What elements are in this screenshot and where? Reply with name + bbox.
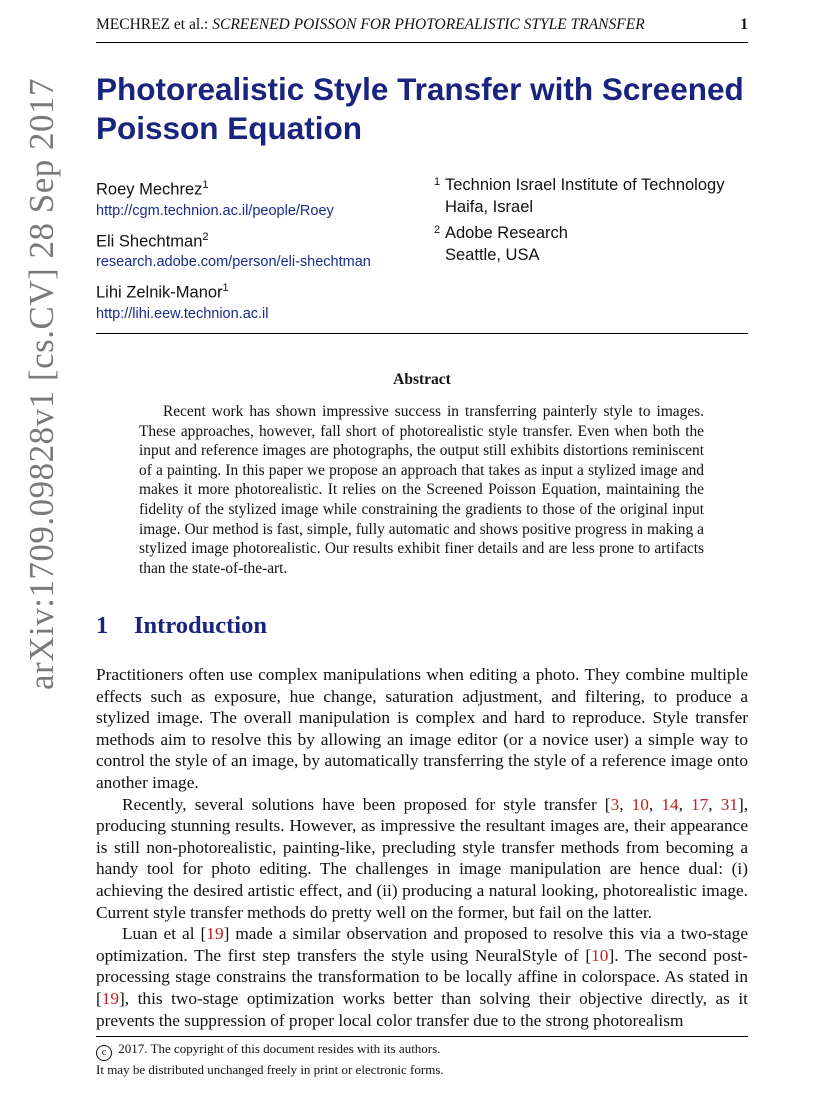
affiliation: 2 Adobe Research Seattle, USA — [434, 224, 568, 264]
running-header-authors: MECHREZ et al.: — [96, 16, 209, 33]
header-rule — [96, 42, 748, 43]
title-rule — [96, 333, 748, 334]
citation-link[interactable]: 3 — [610, 794, 620, 814]
intro-body — [96, 664, 748, 1031]
author-name: Lihi Zelnik-Manor$^1$ — [96, 282, 229, 302]
citation-link[interactable]: 19 — [206, 924, 224, 944]
citation-link[interactable]: 10 — [631, 794, 649, 814]
section-number: 1 — [96, 612, 109, 639]
author-name: Eli Shechtman$^2$ — [96, 230, 209, 250]
citation-link[interactable]: 19 — [101, 988, 120, 1008]
running-header — [96, 16, 748, 34]
citation-link[interactable]: 31 — [720, 794, 738, 814]
page-number: 1 — [740, 16, 748, 33]
author-url-link[interactable]: research.adobe.com/person/eli-shechtman — [96, 254, 371, 270]
section-title: Introduction — [134, 612, 267, 639]
running-header-text — [96, 16, 645, 34]
citation-link[interactable]: 14 — [661, 794, 679, 814]
footnote-rule — [96, 1036, 748, 1037]
paragraph: Practitioners often use complex manipulations when editing a photo. They combine multiple effects such as exposure, hue change, saturation adjustment, and filtering, to produce a stylized image. The overall manipulation is complex and hard to reproduce. Style transfer methods aim to resolve this by allowing an image editor (or a novice user) a simple way to control the style of an image, by automatically transferring the style of a reference image onto another image. — [96, 665, 748, 792]
abstract-heading: Abstract — [393, 371, 451, 388]
paper-title: Photorealistic Style Transfer with Screened Poisson Equation — [96, 71, 744, 146]
author-name: Roey Mechrez$^1$ — [96, 179, 209, 199]
author-url-link[interactable]: http://lihi.eew.technion.ac.il — [96, 305, 269, 322]
arxiv-stamp: arXiv:1709.09828v1 [cs.CV] 28 Sep 2017 — [22, 77, 61, 690]
paragraph: Recently, several solutions have been proposed for style transfer [3, 10, 14, 17, 31], producing stunning results. However, as impressive the resultant images are, their appearance is still non-photorealistic, painting-like, precluding style transfer methods from becoming a handy tool for photo editing. The challenges in image manipulation are hence dual: (i) achieving the desired artistic effect, and (ii) producing a natural looking, photorealistic image. Current style transfer methods do pretty well on the former, but fail on the latter. — [96, 794, 749, 922]
affiliation: 1 Technion Israel Institute of Technology Haifa, Israel — [434, 176, 725, 216]
section-heading — [96, 612, 748, 640]
citation-link[interactable]: 10 — [591, 945, 609, 965]
copyright-footnote: c 2017. The copyright of this document resides with its authors. It may be distributed unchanged freely in print or electronic forms. — [96, 1041, 444, 1077]
paragraph: Luan et al [19] made a similar observation and proposed to resolve this via a two-stage optimization. The first step transfers the style using NeuralStyle of [10]. The second post-processing stage constrains the transformation to be locally affine in colorspace. As stated in [19], this two-stage optimization works better than solving their objective directly, as it prevents the suppression of proper local color transfer due to the strong photorealism — [96, 924, 748, 1030]
running-header-title: SCREENED POISSON FOR PHOTOREALISTIC STYLE TRANSFER — [212, 16, 645, 33]
author-url-link[interactable]: http://cgm.technion.ac.il/people/Roey — [96, 202, 334, 219]
abstract-text: Recent work has shown impressive success in transferring painterly style to images. These approaches, however, fall short of photorealistic style transfer. Even when both the input and reference images are photographs, the output still exhibits distortions reminiscent of a painting. In this paper we propose an approach that takes as input a stylized image and makes it more photorealistic. It relies on the Screened Poisson Equation, maintaining the fidelity of the stylized image while constraining the gradients to those of the original input image. Our method is fast, simple, fully automatic and shows positive progress in making a stylized image photorealistic. Our results exhibit finer details and are less prone to artifacts than the state-of-the-art. — [139, 403, 704, 577]
copyright-icon: c — [96, 1045, 112, 1061]
authors-block — [96, 174, 436, 329]
affiliations-block — [434, 174, 754, 270]
citation-link[interactable]: 17 — [691, 794, 709, 814]
